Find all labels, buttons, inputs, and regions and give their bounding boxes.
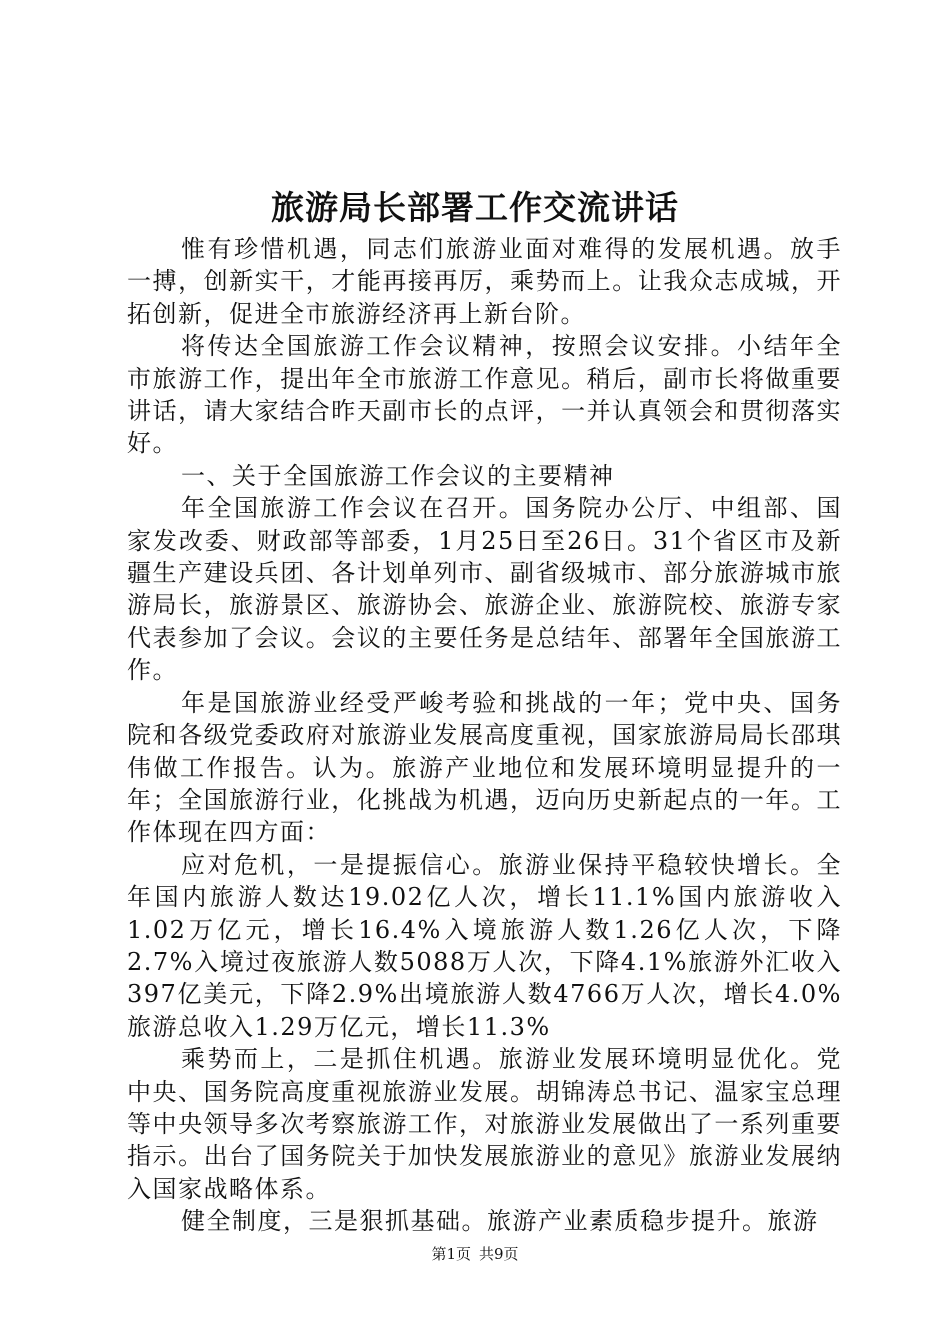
paragraph: 年全国旅游工作会议在召开。国务院办公厅、中组部、国家发改委、财政部等部委，1月25日至26日。31个省区市及新疆生产建设兵团、各计划单列市、副省级城市、部分旅游城市旅游局长，旅游景区、旅游协会、旅游企业、旅游院校、旅游专家代表参加了会议。会议的主要任务是总结年、部署年全国旅游工作。 [127,494,842,685]
paragraph: 健全制度，三是狠抓基础。旅游产业素质稳步提升。旅游 [181,1207,819,1236]
paragraph: 年是国旅游业经受严峻考验和挑战的一年；党中央、国务院和各级党委政府对旅游业发展高度重视，国家旅游局局长邵琪伟做工作报告。认为。旅游产业地位和发展环境明显提升的一年；全国旅游行业，化挑战为机遇，迈向历史新起点的一年。工作体现在四方面： [127,688,842,847]
page-total: 共9页 [479,1245,519,1263]
page-footer [0,1244,950,1264]
document-title: 旅游局长部署工作交流讲话 [271,188,679,227]
document-body [127,233,842,1238]
section-heading: 一、关于全国旅游工作会议的主要精神 [181,461,615,490]
paragraph: 应对危机，一是提振信心。旅游业保持平稳较快增长。全年国内旅游人数达19.02亿人次，增长11.1%国内旅游收入1.02万亿元，增长16.4%入境旅游人数1.26亿人次，下降2.7%入境过夜旅游人数5088万人次，下降4.1%旅游外汇收入397亿美元，下降2.9%出境旅游人数4766万人次，增长4.0%旅游总收入1.29万亿元，增长11.3% [127,850,842,1041]
paragraph: 乘势而上，二是抓住机遇。旅游业发展环境明显优化。党中央、国务院高度重视旅游业发展。胡锦涛总书记、温家宝总理等中央领导多次考察旅游工作，对旅游业发展做出了一系列重要指示。出台了国务院关于加快发展旅游业的意见》旅游业发展纳入国家战略体系。 [127,1045,842,1203]
paragraph: 将传达全国旅游工作会议精神，按照会议安排。小结年全市旅游工作，提出年全市旅游工作意见。稍后，副市长将做重要讲话，请大家结合昨天副市长的点评，一并认真领会和贯彻落实好。 [127,332,842,458]
page-number: 第1页 [431,1245,471,1263]
paragraph: 惟有珍惜机遇，同志们旅游业面对难得的发展机遇。放手一搏，创新实干，才能再接再厉，乘势而上。让我众志成城，开拓创新，促进全市旅游经济再上新台阶。 [127,235,842,328]
